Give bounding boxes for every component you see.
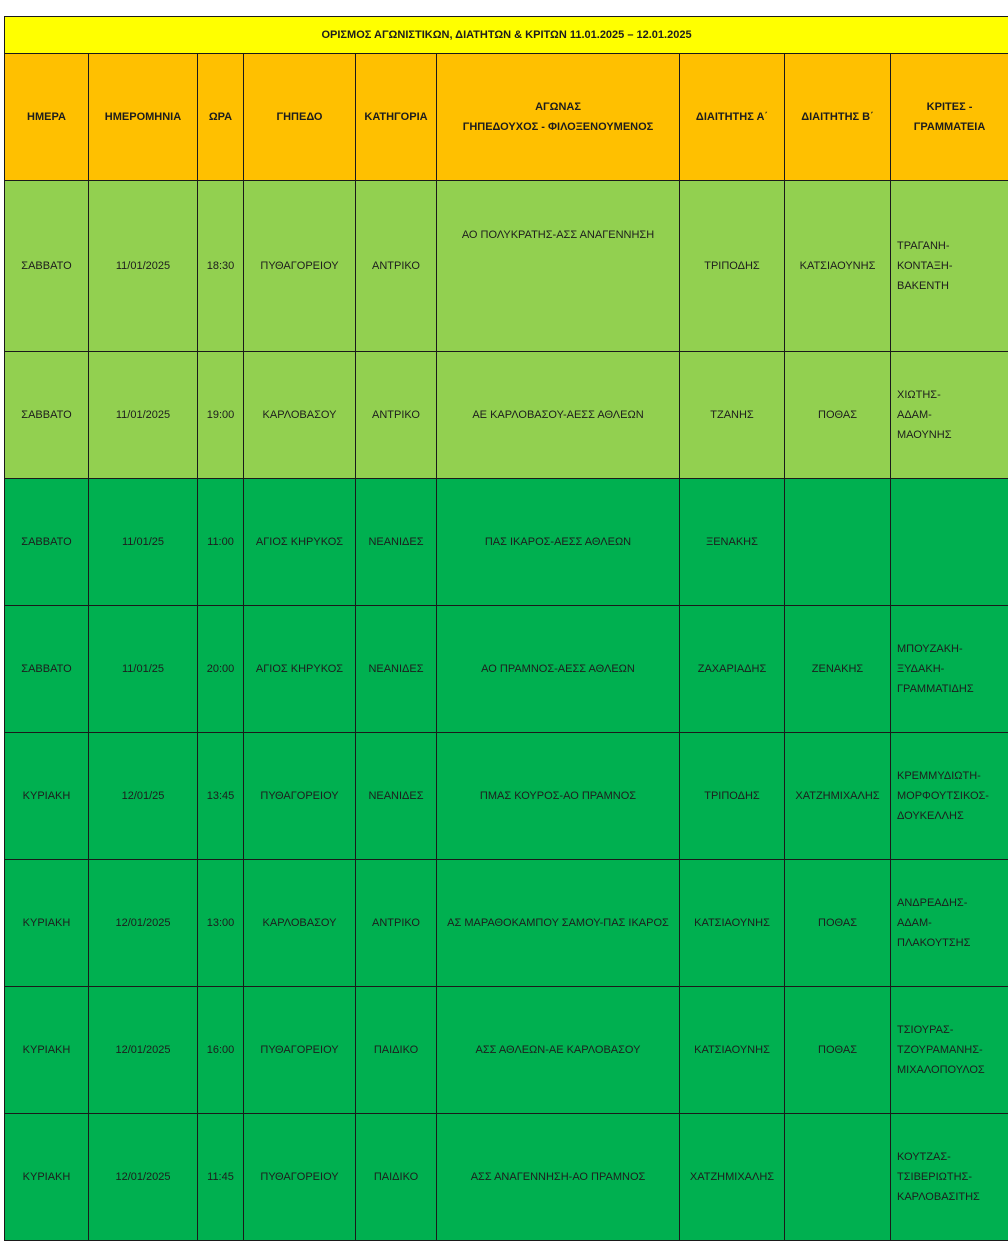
header-day: ΗΜΕΡΑ bbox=[5, 54, 89, 181]
cell-court: ΑΓΙΟΣ ΚΗΡΥΚΟΣ bbox=[244, 479, 356, 606]
judge-name: ΓΡΑΜΜΑΤΙΔΗΣ bbox=[897, 679, 1005, 699]
cell-referee-b bbox=[785, 479, 891, 606]
cell-court: ΚΑΡΛΟΒΑΣΟΥ bbox=[244, 352, 356, 479]
cell-date: 11/01/25 bbox=[89, 479, 198, 606]
table-row bbox=[5, 479, 1008, 606]
cell-referee-a: ΤΖΑΝΗΣ bbox=[680, 352, 785, 479]
cell-date: 12/01/2025 bbox=[89, 860, 198, 987]
header-referee-b: ΔΙΑΙΤΗΤΗΣ Β΄ bbox=[785, 54, 891, 181]
cell-referee-b: ΠΟΘΑΣ bbox=[785, 352, 891, 479]
cell-judges bbox=[891, 860, 1008, 987]
header-judges-line2: ΓΡΑΜΜΑΤΕΙΑ bbox=[894, 117, 1005, 137]
header-referee-a: ΔΙΑΙΤΗΤΗΣ Α΄ bbox=[680, 54, 785, 181]
cell-court: ΠΥΘΑΓΟΡΕΙΟΥ bbox=[244, 733, 356, 860]
judge-name: ΚΡΕΜΜΥΔΙΩΤΗ- bbox=[897, 766, 1005, 786]
cell-date: 12/01/25 bbox=[89, 733, 198, 860]
cell-court: ΠΥΘΑΓΟΡΕΙΟΥ bbox=[244, 987, 356, 1114]
cell-match: ΑΣΣ ΑΝΑΓΕΝΝΗΣΗ-ΑΟ ΠΡΑΜΝΟΣ bbox=[437, 1114, 680, 1241]
judge-name: ΚΑΡΛΟΒΑΣΙΤΗΣ bbox=[897, 1187, 1005, 1207]
judge-name: ΤΣΙΟΥΡΑΣ- bbox=[897, 1020, 1005, 1040]
header-judges bbox=[891, 54, 1008, 181]
cell-date: 11/01/2025 bbox=[89, 181, 198, 352]
cell-match: ΠΑΣ ΙΚΑΡΟΣ-ΑΕΣΣ ΑΘΛΕΩΝ bbox=[437, 479, 680, 606]
cell-judges bbox=[891, 733, 1008, 860]
cell-referee-b: ΧΑΤΖΗΜΙΧΑΛΗΣ bbox=[785, 733, 891, 860]
cell-time: 13:45 bbox=[198, 733, 244, 860]
header-court: ΓΗΠΕΔΟ bbox=[244, 54, 356, 181]
table-row bbox=[5, 987, 1008, 1114]
header-match bbox=[437, 54, 680, 181]
cell-category: ΠΑΙΔΙΚΟ bbox=[356, 987, 437, 1114]
judge-name: ΑΝΔΡΕΑΔΗΣ- bbox=[897, 893, 1005, 913]
cell-judges bbox=[891, 606, 1008, 733]
cell-date: 11/01/2025 bbox=[89, 352, 198, 479]
table-row bbox=[5, 860, 1008, 987]
cell-referee-b bbox=[785, 1114, 891, 1241]
header-match-line2: ΓΗΠΕΔΟΥΧΟΣ - ΦΙΛΟΞΕΝΟΥΜΕΝΟΣ bbox=[440, 117, 676, 137]
judge-name: ΠΛΑΚΟΥΤΣΗΣ bbox=[897, 933, 1005, 953]
cell-day: ΣΑΒΒΑΤΟ bbox=[5, 479, 89, 606]
cell-match: ΑΣΣ ΑΘΛΕΩΝ-ΑΕ ΚΑΡΛΟΒΑΣΟΥ bbox=[437, 987, 680, 1114]
cell-referee-a: ΖΑΧΑΡΙΑΔΗΣ bbox=[680, 606, 785, 733]
cell-referee-a: ΚΑΤΣΙΑΟΥΝΗΣ bbox=[680, 860, 785, 987]
judge-name: ΒΑΚΕΝΤΗ bbox=[897, 276, 1005, 296]
cell-time: 11:00 bbox=[198, 479, 244, 606]
cell-day: ΚΥΡΙΑΚΗ bbox=[5, 1114, 89, 1241]
cell-referee-b: ΚΑΤΣΙΑΟΥΝΗΣ bbox=[785, 181, 891, 352]
judge-name: ΞΥΔΑΚΗ- bbox=[897, 659, 1005, 679]
table-row bbox=[5, 733, 1008, 860]
cell-referee-b: ΠΟΘΑΣ bbox=[785, 987, 891, 1114]
judge-name: ΜΑΟΥΝΗΣ bbox=[897, 425, 1005, 445]
cell-match: ΠΜΑΣ ΚΟΥΡΟΣ-ΑΟ ΠΡΑΜΝΟΣ bbox=[437, 733, 680, 860]
cell-time: 16:00 bbox=[198, 987, 244, 1114]
judge-name: ΤΣΙΒΕΡΙΩΤΗΣ- bbox=[897, 1167, 1005, 1187]
schedule-table bbox=[4, 16, 1008, 1241]
cell-category: ΑΝΤΡΙΚΟ bbox=[356, 181, 437, 352]
schedule-sheet bbox=[4, 16, 1008, 1198]
cell-day: ΚΥΡΙΑΚΗ bbox=[5, 987, 89, 1114]
cell-judges bbox=[891, 987, 1008, 1114]
judge-name: ΤΖΟΥΡΑΜΑΝΗΣ- bbox=[897, 1040, 1005, 1060]
cell-date: 11/01/25 bbox=[89, 606, 198, 733]
cell-day: ΣΑΒΒΑΤΟ bbox=[5, 606, 89, 733]
cell-time: 13:00 bbox=[198, 860, 244, 987]
cell-category: ΠΑΙΔΙΚΟ bbox=[356, 1114, 437, 1241]
judge-name: ΚΟΥΤΖΑΣ- bbox=[897, 1147, 1005, 1167]
judge-name: ΜΙΧΑΛΟΠΟΥΛΟΣ bbox=[897, 1060, 1005, 1080]
cell-time: 20:00 bbox=[198, 606, 244, 733]
table-title: ΟΡΙΣΜΟΣ ΑΓΩΝΙΣΤΙΚΩΝ, ΔΙΑΤΗΤΩΝ & ΚΡΙΤΩΝ 11.01.2025 – 12.01.2025 bbox=[5, 17, 1008, 54]
cell-time: 18:30 bbox=[198, 181, 244, 352]
cell-referee-a: ΚΑΤΣΙΑΟΥΝΗΣ bbox=[680, 987, 785, 1114]
cell-match: ΑΟ ΠΟΛΥΚΡΑΤΗΣ-ΑΣΣ ΑΝΑΓΕΝΝΗΣΗ bbox=[437, 181, 680, 352]
cell-referee-a: ΧΑΤΖΗΜΙΧΑΛΗΣ bbox=[680, 1114, 785, 1241]
cell-court: ΑΓΙΟΣ ΚΗΡΥΚΟΣ bbox=[244, 606, 356, 733]
cell-referee-a: ΤΡΙΠΟΔΗΣ bbox=[680, 181, 785, 352]
cell-referee-a: ΤΡΙΠΟΔΗΣ bbox=[680, 733, 785, 860]
cell-time: 11:45 bbox=[198, 1114, 244, 1241]
cell-judges bbox=[891, 352, 1008, 479]
cell-judges bbox=[891, 1114, 1008, 1241]
cell-match: ΑΟ ΠΡΑΜΝΟΣ-ΑΕΣΣ ΑΘΛΕΩΝ bbox=[437, 606, 680, 733]
cell-category: ΝΕΑΝΙΔΕΣ bbox=[356, 479, 437, 606]
table-row bbox=[5, 1114, 1008, 1241]
cell-category: ΑΝΤΡΙΚΟ bbox=[356, 860, 437, 987]
cell-match: ΑΕ ΚΑΡΛΟΒΑΣΟΥ-ΑΕΣΣ ΑΘΛΕΩΝ bbox=[437, 352, 680, 479]
cell-day: ΣΑΒΒΑΤΟ bbox=[5, 181, 89, 352]
judge-name: ΑΔΑΜ- bbox=[897, 913, 1005, 933]
judge-name: ΔΟΥΚΕΛΛΗΣ bbox=[897, 806, 1005, 826]
cell-category: ΝΕΑΝΙΔΕΣ bbox=[356, 733, 437, 860]
header-category: ΚΑΤΗΓΟΡΙΑ bbox=[356, 54, 437, 181]
cell-court: ΚΑΡΛΟΒΑΣΟΥ bbox=[244, 860, 356, 987]
judge-name: ΜΟΡΦΟΥΤΣΙΚΟΣ- bbox=[897, 786, 1005, 806]
cell-day: ΣΑΒΒΑΤΟ bbox=[5, 352, 89, 479]
header-judges-line1: ΚΡΙΤΕΣ - bbox=[894, 97, 1005, 117]
judge-name: ΜΠΟΥΖΑΚΗ- bbox=[897, 639, 1005, 659]
cell-judges bbox=[891, 181, 1008, 352]
cell-referee-a: ΞΕΝΑΚΗΣ bbox=[680, 479, 785, 606]
table-row bbox=[5, 181, 1008, 352]
cell-time: 19:00 bbox=[198, 352, 244, 479]
cell-day: ΚΥΡΙΑΚΗ bbox=[5, 860, 89, 987]
cell-court: ΠΥΘΑΓΟΡΕΙΟΥ bbox=[244, 1114, 356, 1241]
cell-category: ΑΝΤΡΙΚΟ bbox=[356, 352, 437, 479]
cell-day: ΚΥΡΙΑΚΗ bbox=[5, 733, 89, 860]
table-row bbox=[5, 606, 1008, 733]
cell-date: 12/01/2025 bbox=[89, 987, 198, 1114]
cell-date: 12/01/2025 bbox=[89, 1114, 198, 1241]
header-row bbox=[5, 54, 1008, 181]
title-row bbox=[5, 17, 1008, 54]
header-match-line1: ΑΓΩΝΑΣ bbox=[440, 97, 676, 117]
cell-court: ΠΥΘΑΓΟΡΕΙΟΥ bbox=[244, 181, 356, 352]
judge-name: ΑΔΑΜ- bbox=[897, 405, 1005, 425]
cell-referee-b: ΠΟΘΑΣ bbox=[785, 860, 891, 987]
judge-name: ΤΡΑΓΑΝΗ- bbox=[897, 236, 1005, 256]
table-row bbox=[5, 352, 1008, 479]
cell-judges bbox=[891, 479, 1008, 606]
header-time: ΩΡΑ bbox=[198, 54, 244, 181]
judge-name: ΚΟΝΤΑΞΗ- bbox=[897, 256, 1005, 276]
header-date: ΗΜΕΡΟΜΗΝΙΑ bbox=[89, 54, 198, 181]
cell-match: ΑΣ ΜΑΡΑΘΟΚΑΜΠΟΥ ΣΑΜΟΥ-ΠΑΣ ΙΚΑΡΟΣ bbox=[437, 860, 680, 987]
judge-name: ΧΙΩΤΗΣ- bbox=[897, 385, 1005, 405]
cell-category: ΝΕΑΝΙΔΕΣ bbox=[356, 606, 437, 733]
cell-referee-b: ΖΕΝΑΚΗΣ bbox=[785, 606, 891, 733]
